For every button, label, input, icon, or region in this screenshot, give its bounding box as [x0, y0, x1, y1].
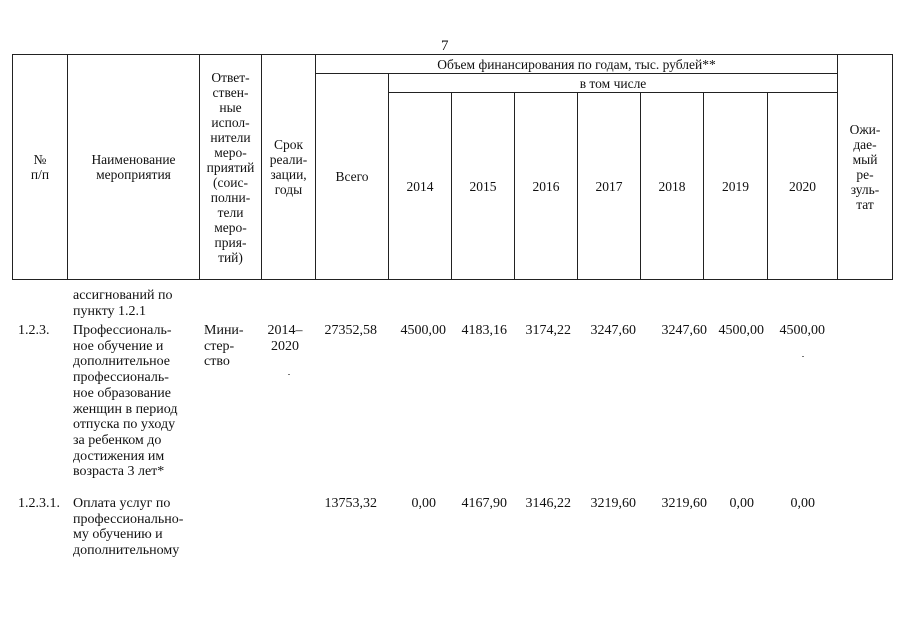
page-number: 7: [441, 38, 449, 54]
header-num: № п/п: [13, 55, 68, 280]
header-result: Ожи- дае- мый ре- зуль- тат: [838, 55, 893, 280]
scan-speck: [288, 374, 290, 375]
row-value-2015: 4183,16: [461, 323, 507, 338]
row-name: Профессиональ- ное обучение и дополнительное профессиональ- ное образование женщин в период отпуска по уходу за ребенком до достижения им возраста 3 лет*: [73, 323, 178, 480]
header-total: Всего: [316, 74, 389, 280]
header-year: 2015: [452, 93, 515, 280]
row-total: 27352,58: [324, 323, 377, 338]
continuation-text: ассигнований по пункту 1.2.1: [73, 288, 173, 319]
header-year: 2020: [768, 93, 838, 280]
header-period: Срок реали- зации, годы: [262, 55, 316, 280]
scan-speck: [802, 356, 804, 357]
header-funding: Объем финансирования по годам, тыс. рублей**: [316, 55, 838, 74]
row-value-2017: 3247,60: [590, 323, 636, 338]
header-year: 2018: [641, 93, 704, 280]
row-value-2020: 0,00: [790, 496, 815, 511]
header-year: 2016: [515, 93, 578, 280]
row-responsible: Мини- стер- ство: [204, 323, 244, 370]
row-num: 1.2.3.1.: [18, 496, 60, 511]
row-value-2015: 4167,90: [461, 496, 507, 511]
row-value-2020: 4500,00: [779, 323, 825, 338]
header-year: 2014: [389, 93, 452, 280]
row-value-2019: 0,00: [729, 496, 754, 511]
row-period: 2014– 2020: [267, 323, 303, 354]
row-value-2017: 3219,60: [590, 496, 636, 511]
row-value-2014: 0,00: [411, 496, 436, 511]
row-value-2018: 3219,60: [661, 496, 707, 511]
row-value-2014: 4500,00: [400, 323, 446, 338]
row-value-2016: 3146,22: [525, 496, 571, 511]
row-value-2016: 3174,22: [525, 323, 571, 338]
header-responsible: Ответ- ствен- ные испол- нители меро- приятий (соис- полни- тели меро- прия- тий): [200, 55, 262, 280]
row-total: 13753,32: [324, 496, 377, 511]
row-name: Оплата услуг по профессионально- му обучению и дополнительному: [73, 496, 184, 559]
row-value-2019: 4500,00: [718, 323, 764, 338]
row-value-2018: 3247,60: [661, 323, 707, 338]
row-num: 1.2.3.: [18, 323, 50, 338]
header-name: Наименование мероприятия: [68, 55, 200, 280]
header-year: 2019: [704, 93, 768, 280]
header-year: 2017: [578, 93, 641, 280]
header-including: в том числе: [389, 74, 838, 93]
